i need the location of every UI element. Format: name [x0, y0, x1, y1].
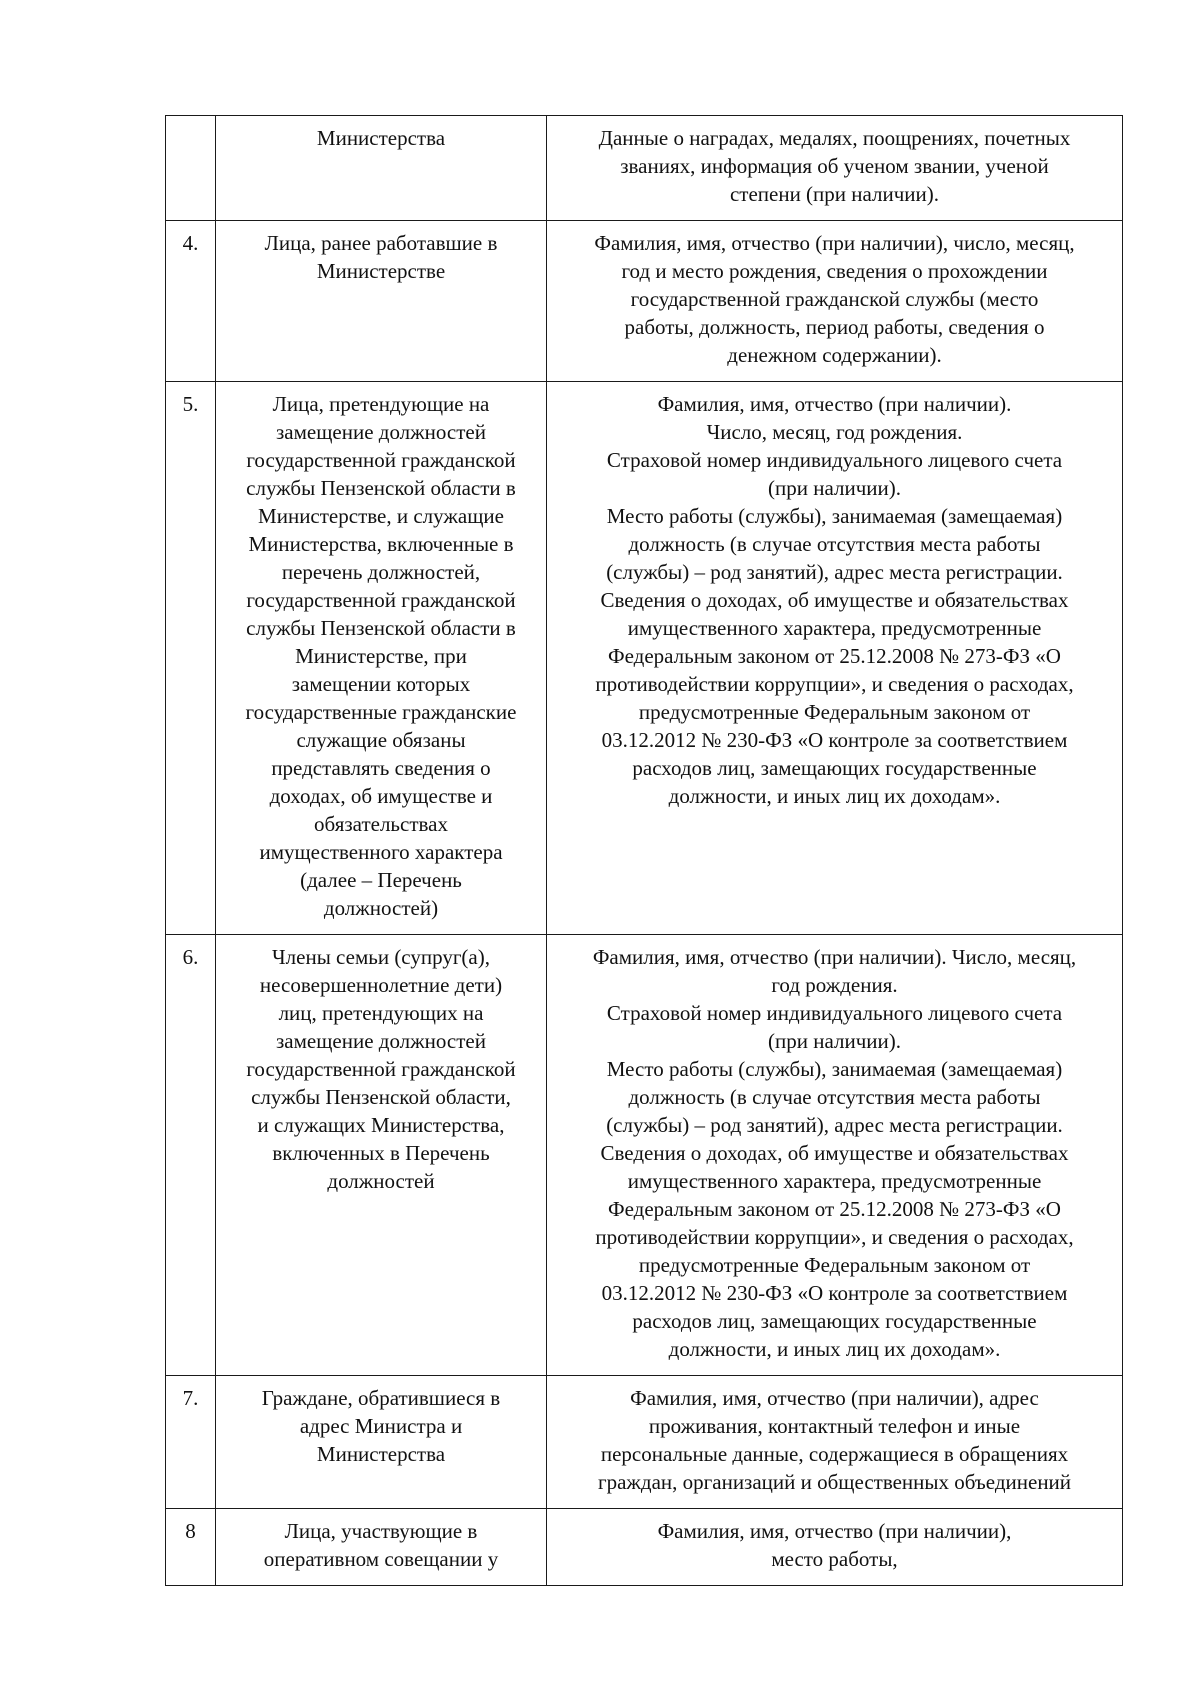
subject-category-cell: [216, 1376, 547, 1509]
text-line: 03.12.2012 № 230-ФЗ «О контроле за соответствием: [601, 1281, 1068, 1305]
table-row-7: [166, 1376, 1123, 1509]
text-line: противодействии коррупции», и сведения о расходах,: [595, 1225, 1074, 1249]
table-row-6: [166, 935, 1123, 1376]
row-number: 6.: [166, 935, 216, 1376]
row-number: 5.: [166, 382, 216, 935]
text-line: Министерстве: [316, 259, 446, 283]
text-line: (службы) – род занятий), адрес места регистрации.: [606, 560, 1063, 584]
text-line: служащие обязаны: [296, 728, 466, 752]
text-line: государственной гражданской: [246, 448, 516, 472]
table-row-8: [166, 1509, 1123, 1586]
text-line: Министерства: [316, 1442, 446, 1466]
subject-category-cell: [216, 221, 547, 382]
text-line: Фамилия, имя, отчество (при наличии). Число, месяц,: [592, 945, 1077, 969]
text-line: государственной гражданской: [246, 588, 516, 612]
text-line: граждан, организаций и общественных объединений: [597, 1470, 1072, 1494]
personal-data-cell: [547, 1376, 1123, 1509]
text-line: государственные гражданские: [245, 700, 517, 724]
text-line: год рождения.: [771, 973, 898, 997]
text-line: персональные данные, содержащиеся в обращениях: [600, 1442, 1069, 1466]
text-line: замещение должностей: [276, 420, 486, 444]
text-line: представлять сведения о: [271, 756, 491, 780]
text-line: Федеральным законом от 25.12.2008 № 273-ФЗ «О: [608, 644, 1061, 668]
text-line: государственной гражданской: [246, 1057, 516, 1081]
text-line: имущественного характера: [259, 840, 503, 864]
text-line: степени (при наличии).: [729, 182, 940, 206]
text-line: расходов лиц, замещающих государственные: [632, 756, 1037, 780]
text-line: должности, и иных лиц их доходам».: [668, 1337, 1001, 1361]
personal-data-cell: [547, 116, 1123, 221]
text-line: Данные о наградах, медалях, поощрениях, почетных: [598, 126, 1071, 150]
table-row-continuation: [166, 116, 1123, 221]
text-line: 03.12.2012 № 230-ФЗ «О контроле за соответствием: [601, 728, 1068, 752]
text-line: должности, и иных лиц их доходам».: [668, 784, 1001, 808]
text-line: адрес Министра и: [299, 1414, 463, 1438]
text-line: Министерстве, при: [295, 644, 467, 668]
text-line: Число, месяц, год рождения.: [706, 420, 963, 444]
text-line: Место работы (службы), занимаемая (замещаемая): [606, 1057, 1063, 1081]
text-line: перечень должностей,: [281, 560, 481, 584]
text-line: противодействии коррупции», и сведения о расходах,: [595, 672, 1074, 696]
personal-data-cell: [547, 221, 1123, 382]
row-number: 8: [166, 1509, 216, 1586]
table-row-5: [166, 382, 1123, 935]
text-line: званиях, информация об ученом звании, ученой: [620, 154, 1049, 178]
text-line: (при наличии).: [768, 1029, 901, 1053]
text-line: Лица, претендующие на: [272, 392, 490, 416]
text-line: должность (в случае отсутствия места работы: [628, 1085, 1041, 1109]
personal-data-cell: [547, 935, 1123, 1376]
text-line: Фамилия, имя, отчество (при наличии).: [657, 392, 1012, 416]
text-line: оперативном совещании у: [263, 1547, 499, 1571]
text-line: и служащих Министерства,: [257, 1113, 505, 1137]
text-line: Лица, ранее работавшие в: [264, 231, 498, 255]
personal-data-cell: [547, 382, 1123, 935]
text-line: Место работы (службы), занимаемая (замещаемая): [606, 504, 1063, 528]
text-line: предусмотренные Федеральным законом от: [638, 700, 1031, 724]
text-line: Члены семьи (супруг(а),: [272, 945, 490, 969]
text-line: службы Пензенской области в: [246, 476, 516, 500]
text-line: службы Пензенской области,: [251, 1085, 511, 1109]
text-line: обязательствах: [314, 812, 448, 836]
text-line: работы, должность, период работы, сведения о: [624, 315, 1045, 339]
text-line: денежном содержании).: [727, 343, 942, 367]
text-line: Страховой номер индивидуального лицевого счета: [606, 1001, 1063, 1025]
text-line: предусмотренные Федеральным законом от: [638, 1253, 1031, 1277]
text-line: замещение должностей: [276, 1029, 486, 1053]
text-line: (далее – Перечень: [300, 868, 462, 892]
subject-category-cell: [216, 382, 547, 935]
personal-data-table: [165, 115, 1123, 1586]
text-line: Фамилия, имя, отчество (при наличии), число, месяц,: [594, 231, 1075, 255]
text-line: имущественного характера, предусмотренные: [627, 1169, 1042, 1193]
text-line: Министерства: [316, 126, 446, 150]
text-line: должность (в случае отсутствия места работы: [628, 532, 1041, 556]
text-line: включенных в Перечень: [272, 1141, 490, 1165]
subject-category-cell: [216, 116, 547, 221]
text-line: несовершеннолетние дети): [259, 973, 503, 997]
text-line: место работы,: [771, 1547, 898, 1571]
text-line: (при наличии).: [768, 476, 901, 500]
text-line: Министерства, включенные в: [248, 532, 514, 556]
text-line: замещении которых: [291, 672, 471, 696]
personal-data-cell: [547, 1509, 1123, 1586]
text-line: Федеральным законом от 25.12.2008 № 273-ФЗ «О: [608, 1197, 1061, 1221]
text-line: Сведения о доходах, об имуществе и обязательствах: [600, 1141, 1069, 1165]
subject-category-cell: [216, 1509, 547, 1586]
subject-category-cell: [216, 935, 547, 1376]
text-line: лиц, претендующих на: [278, 1001, 484, 1025]
text-line: Сведения о доходах, об имуществе и обязательствах: [600, 588, 1069, 612]
text-line: Лица, участвующие в: [284, 1519, 478, 1543]
text-line: Фамилия, имя, отчество (при наличии),: [657, 1519, 1012, 1543]
text-line: год и место рождения, сведения о прохождении: [621, 259, 1048, 283]
text-line: Страховой номер индивидуального лицевого счета: [606, 448, 1063, 472]
text-line: должностей): [323, 896, 439, 920]
row-number: [166, 116, 216, 221]
row-number: 4.: [166, 221, 216, 382]
text-line: проживания, контактный телефон и иные: [648, 1414, 1021, 1438]
text-line: (службы) – род занятий), адрес места регистрации.: [606, 1113, 1063, 1137]
row-number: 7.: [166, 1376, 216, 1509]
text-line: Граждане, обратившиеся в: [261, 1386, 501, 1410]
text-line: Фамилия, имя, отчество (при наличии), адрес: [630, 1386, 1039, 1410]
text-line: должностей: [327, 1169, 435, 1193]
text-line: службы Пензенской области в: [246, 616, 516, 640]
table-row-4: [166, 221, 1123, 382]
text-line: Министерстве, и служащие: [258, 504, 504, 528]
text-line: доходах, об имуществе и: [269, 784, 493, 808]
text-line: государственной гражданской службы (место: [630, 287, 1039, 311]
text-line: расходов лиц, замещающих государственные: [632, 1309, 1037, 1333]
text-line: имущественного характера, предусмотренные: [627, 616, 1042, 640]
